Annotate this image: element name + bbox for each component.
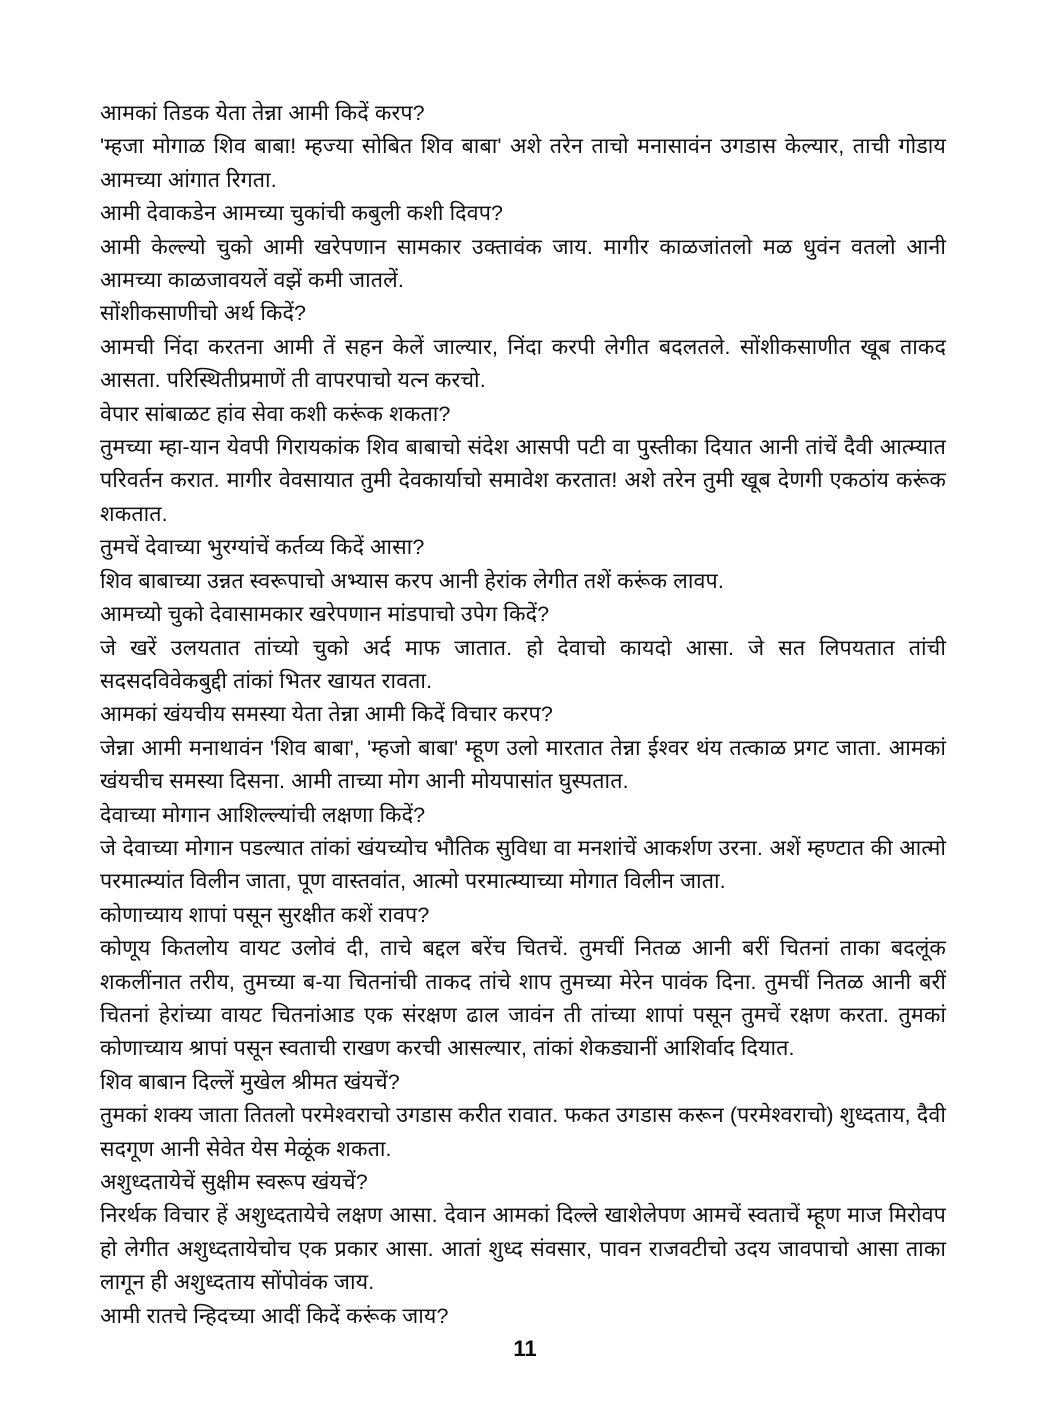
question-text: कोणाच्याय शापां पसून सुरक्षीत कशें रावप? xyxy=(100,902,430,927)
question-text: आमी रातचे न्हिदच्या आदीं किदें करूंक जाय? xyxy=(100,1303,449,1328)
answer-text: तुमच्या म्हा-यान येवपी गिरायकांक शिव बाबाचो संदेश आसपी पटी वा पुस्तीका दियात आनी तांचें दैवी आत्म्यात परिवर्तन करात. मागीर वेवसायात तुमी देवकार्याचो समावेश करतात! अशे तरेन तुमी खूब देणगी एकठांय करूंक शकतात. xyxy=(100,435,946,526)
question-text: आमकां खंयचीय समस्या येता तेन्ना आमी किदें विचार करप? xyxy=(100,702,553,727)
answer-text: तुमकां शक्य जाता तितलो परमेश्वराचो उगडास करीत रावात. फकत उगडास करून (परमेश्वराचो) शुध्दताय, दैवी सदगूण आनी सेवेत येस मेळूंक शकता. xyxy=(100,1103,946,1161)
question-text: अशुध्दतायेचें सुक्षीम स्वरूप खंयचें? xyxy=(100,1170,368,1194)
qa-pair xyxy=(100,598,946,698)
qa-pair xyxy=(100,799,946,899)
question-text: आमी देवाकडेन आमच्या चुकांची कबुली कशी दिवप? xyxy=(100,201,504,226)
qa-pair xyxy=(100,297,946,397)
qa-pair xyxy=(100,1300,946,1333)
answer-text: जेन्ना आमी मनाथावंन 'शिव बाबा', 'म्हजो बाबा' म्हूण उलो मारतात तेन्ना ईश्वर थंय तत्काळ प्रगट जाता. आमकां खंयचीच समस्या दिसना. आमी ताच्या मोग आनी मोयपासांत घुस्पतात. xyxy=(100,735,946,794)
qa-pair xyxy=(100,1166,946,1300)
qa-pair xyxy=(100,398,946,532)
qa-pair xyxy=(100,97,946,197)
qa-pair xyxy=(100,698,946,798)
qa-pair xyxy=(100,1066,946,1166)
qa-pair xyxy=(100,899,946,1066)
answer-text: आमची निंदा करतना आमी तें सहन केलें जाल्यार, निंदा करपी लेगीत बदलतले. सोंशीकसाणीत खूब ताकद आसता. परिस्थितीप्रमाणें ती वापरपाचो यत्न करचो. xyxy=(100,334,946,393)
question-text: आमच्यो चुको देवासामकार खरेपणान मांडपाचो उपेग किदें? xyxy=(100,602,550,627)
answer-text: जे खरें उलयतात तांच्यो चुको अर्द माफ जातात. हो देवाचो कायदो आसा. जे सत लिपयतात तांची सदसदविवेकबुद्दी तांकां भितर खायत रावता. xyxy=(100,635,946,693)
question-text: आमकां तिडक येता तेन्ना आमी किदें करप? xyxy=(100,101,425,125)
answer-text: कोणूय कितलोय वायट उलोवं दी, ताचे बद्दल बरेंच चितचें. तुमचीं नितळ आनी बरीं चितनां ताका बदलूंक शकलींनात तरीय, तुमच्या ब-या चितनांची ताकद तांचे शाप तुमच्या मेरेन पावंक दिना. तुमचीं नितळ आनी बरीं चितनां हेरांच्या वायट चितनांआड एक संरक्षण ढाल जावंन ती तांच्या शापां पसून तुमचें रक्षण करता. तुमकां कोणाच्याय श्रापां पसून स्वताची राखण करची आसल्यार, तांकां शेकड्यानीं आशिर्वाद दियात. xyxy=(100,936,946,1061)
qa-pair xyxy=(100,531,946,598)
answer-text: जे देवाच्या मोगान पडल्यात तांकां खंयच्योच भौतिक सुविधा वा मनशांचें आकर्शण उरना. अशें म्हण्टात की आत्मो परमात्म्यांत विलीन जाता, पूण वास्तवांत, आत्मो परमात्म्याच्या मोगात विलीन जाता. xyxy=(100,835,946,894)
qa-pair xyxy=(100,197,946,297)
question-text: सोंशीकसाणीचो अर्थ किदें? xyxy=(100,301,307,326)
answer-text: शिव बाबाच्या उन्नत स्वरूपाचो अभ्यास करप आनी हेरांक लेगीत तशें करूंक लावप. xyxy=(100,568,724,593)
answer-text: निरर्थक विचार हें अशुध्दतायेचे लक्षण आसा. देवान आमकां दिल्ले खाशेलेपण आमचें स्वताचें म्हूण माज मिरोवप हो लेगीत अशुध्दतायेचोच एक प्रकार आसा. आतां शुध्द संवसार, पावन राजवटीचो उदय जावपाचो आसा ताका लागून ही अशुध्दताय सोंपोवंक जाय. xyxy=(100,1203,946,1295)
page-number: 11 xyxy=(513,1336,537,1361)
question-text: देवाच्या मोगान आशिल्ल्यांची लक्षणा किदें? xyxy=(100,802,426,827)
question-text: शिव बाबान दिल्लें मुखेल श्रीमत खंयचें? xyxy=(100,1069,400,1094)
answer-text: 'म्हजा मोगाळ शिव बाबा! म्हज्या सोबित शिव बाबा' अशे तरेन ताचो मनासावंन उगडास केल्यार, ताची गोडाय आमच्या आंगात रिगता. xyxy=(100,134,946,192)
qa-text-block xyxy=(100,97,946,1333)
question-text: वेपार सांबाळट हांव सेवा कशी करूंक शकता? xyxy=(100,401,451,426)
answer-text: आमी केल्ल्यो चुको आमी खरेपणान सामकार उक्तावंक जाय. मागीर काळजांतलो मळ धुवंन वतलो आनी आमच्या काळजावयलें वझें कमी जातलें. xyxy=(100,234,946,293)
question-text: तुमचें देवाच्या भुरग्यांचें कर्तव्य किदें आसा? xyxy=(100,535,425,560)
